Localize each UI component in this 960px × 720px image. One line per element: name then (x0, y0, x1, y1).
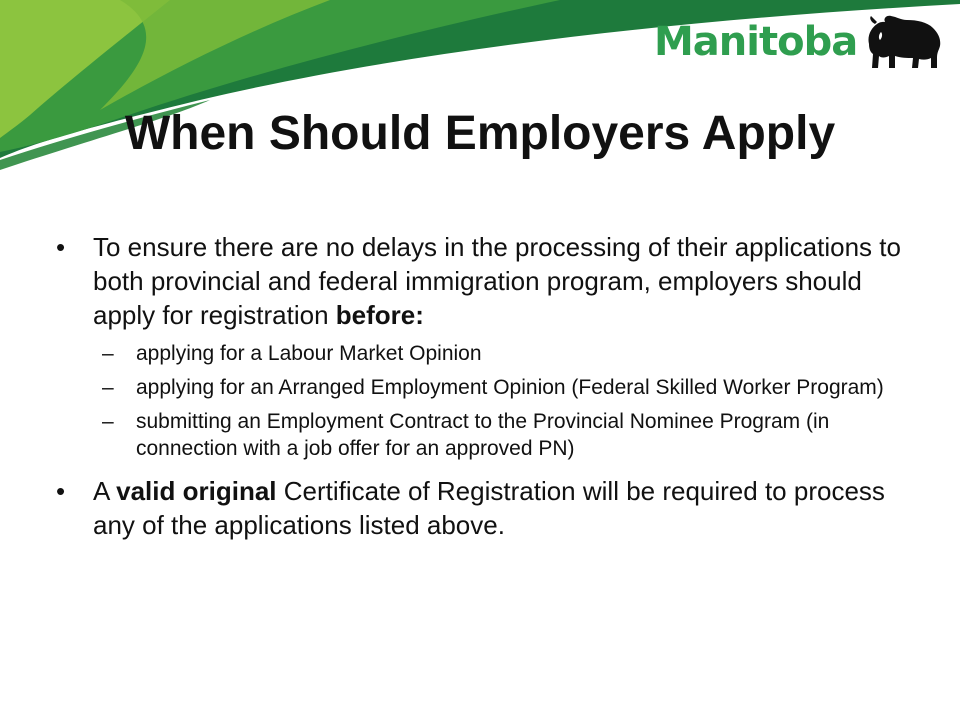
sub-bullet-text: submitting an Employment Contract to the Provincial Nominee Program (in connection with a job offer for an approved PN) (136, 410, 830, 460)
sub-bullet-item (56, 374, 916, 401)
sub-bullet-text: applying for a Labour Market Opinion (136, 342, 482, 365)
slide-title: When Should Employers Apply (124, 107, 836, 160)
bullet-text: A (93, 476, 117, 506)
dash-symbol: – (102, 342, 114, 365)
sub-bullet-item (56, 408, 916, 462)
bullet-text: valid original (116, 476, 277, 506)
sub-bullet-text: applying for an Arranged Employment Opinion (Federal Skilled Worker Program) (136, 376, 884, 399)
bison-icon (863, 14, 945, 70)
dash-symbol: – (102, 410, 114, 433)
bullet-item (56, 474, 916, 542)
sub-bullet-item (56, 340, 916, 367)
logo-wordmark: Manitoba (654, 19, 858, 65)
bullet-symbol: • (56, 476, 66, 506)
dash-symbol: – (102, 376, 114, 399)
bullet-text: To ensure there are no delays in the processing of their applications to both provincial and federal immigration program, employers should apply for registration (93, 232, 901, 330)
manitoba-logo (654, 14, 945, 70)
bullet-list (56, 230, 916, 542)
bullet-item (56, 230, 916, 332)
bullet-symbol: • (56, 232, 66, 262)
bullet-text: Certificate of Registration will be required to process any of the applications listed above. (93, 476, 885, 540)
bullet-text: before: (335, 300, 424, 330)
